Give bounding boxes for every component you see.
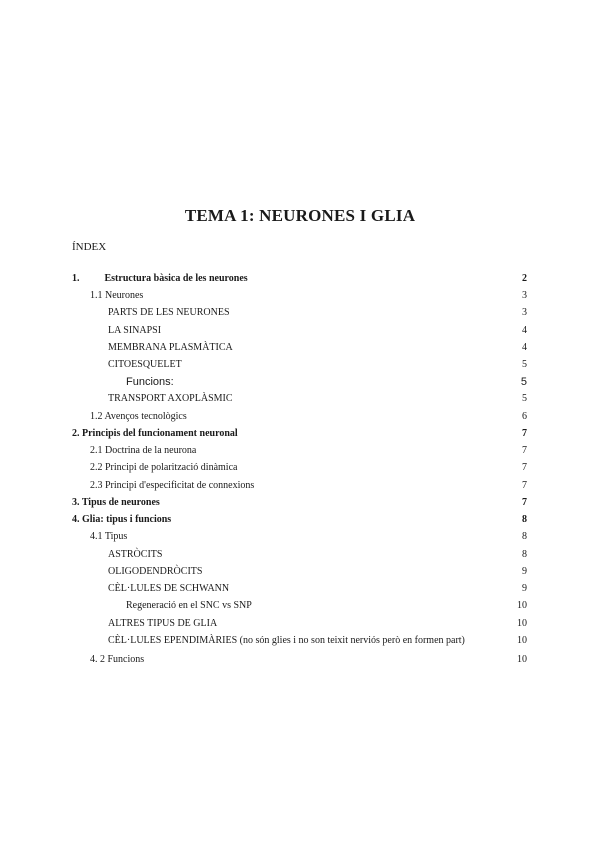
toc-entry-page: 8 bbox=[522, 514, 527, 525]
toc-entry-page: 9 bbox=[522, 566, 527, 577]
toc-entry[interactable] bbox=[0, 529, 600, 545]
toc-entry-label: PARTS DE LES NEURONES bbox=[108, 307, 230, 318]
toc-entry[interactable] bbox=[0, 652, 600, 668]
document-title: TEMA 1: NEURONES I GLIA bbox=[184, 206, 416, 225]
toc-entry-page: 10 bbox=[517, 600, 527, 611]
toc-entry-page: 5 bbox=[522, 393, 527, 404]
toc-entry-label: 2.2 Principi de polarització dinàmica bbox=[90, 462, 238, 473]
toc-entry-page: 2 bbox=[522, 273, 527, 284]
toc-entry-page: 3 bbox=[522, 307, 527, 318]
toc-entry-label: 2. Principis del funcionament neuronal bbox=[72, 428, 238, 439]
toc-entry[interactable] bbox=[0, 633, 600, 649]
toc-entry[interactable] bbox=[0, 409, 600, 425]
toc-entry-page: 6 bbox=[522, 411, 527, 422]
toc-entry-label: OLIGODENDRÒCITS bbox=[108, 566, 203, 577]
toc-entry-page: 4 bbox=[522, 342, 527, 353]
toc-entry[interactable] bbox=[0, 271, 600, 287]
toc-entry-label: 4.1 Tipus bbox=[90, 531, 128, 542]
toc-entry-page: 7 bbox=[522, 445, 527, 456]
toc-entry-label: 4. 2 Funcions bbox=[90, 654, 145, 665]
toc-entry-label: Funcions: bbox=[126, 376, 174, 388]
toc-entry[interactable] bbox=[0, 564, 600, 580]
toc-entry-label: 2.3 Principi d'especificitat de connexions bbox=[90, 480, 255, 491]
toc-entry-page: 10 bbox=[517, 635, 527, 646]
toc-entry[interactable] bbox=[0, 495, 600, 511]
toc-entry[interactable] bbox=[0, 288, 600, 304]
toc-entry[interactable] bbox=[0, 616, 600, 632]
toc-entry-page: 7 bbox=[522, 497, 527, 508]
toc-entry-label: Regeneració en el SNC vs SNP bbox=[126, 600, 252, 611]
toc-entry-label: 1.1 Neurones bbox=[90, 290, 144, 301]
toc-entry-page: 8 bbox=[522, 531, 527, 542]
toc-entry-page: 7 bbox=[522, 428, 527, 439]
toc-entry-page: 10 bbox=[517, 654, 527, 665]
toc-entry[interactable] bbox=[0, 323, 600, 339]
toc-entry-page: 7 bbox=[522, 480, 527, 491]
toc-entry-page: 4 bbox=[522, 325, 527, 336]
toc-entry-label: LA SINAPSI bbox=[108, 325, 162, 336]
toc-entry-label: MEMBRANA PLASMÀTICA bbox=[108, 342, 233, 353]
toc-entry[interactable] bbox=[0, 478, 600, 494]
toc-entry-label: 1.2 Avenços tecnològics bbox=[90, 411, 187, 422]
toc-entry-label: 2.1 Doctrina de la neurona bbox=[90, 445, 197, 456]
toc-entry[interactable] bbox=[0, 374, 600, 390]
toc-entry[interactable] bbox=[0, 598, 600, 614]
toc-entry-label: CÈL·LULES EPENDIMÀRIES (no són glies i no son teixit nerviós però en formen part) bbox=[108, 635, 465, 646]
toc-entry-label: 3. Tipus de neurones bbox=[72, 497, 160, 508]
toc-entry-page: 3 bbox=[522, 290, 527, 301]
toc-entry-label: CITOESQUELET bbox=[108, 359, 182, 370]
toc-entry-label: ALTRES TIPUS DE GLIA bbox=[108, 618, 218, 629]
toc-entry[interactable] bbox=[0, 305, 600, 321]
toc-entry-label: ASTRÒCITS bbox=[108, 549, 163, 560]
toc-entry[interactable] bbox=[0, 547, 600, 563]
toc-entry-page: 7 bbox=[522, 462, 527, 473]
index-heading: ÍNDEX bbox=[72, 241, 107, 253]
toc-entry[interactable] bbox=[0, 340, 600, 356]
toc-entry-number: 1. bbox=[72, 273, 80, 284]
toc-entry[interactable] bbox=[0, 581, 600, 597]
toc-entry-page: 9 bbox=[522, 583, 527, 594]
toc-entry[interactable] bbox=[0, 443, 600, 459]
toc-entry-label: 4. Glia: tipus i funcions bbox=[72, 514, 172, 525]
toc-entry-label: CÈL·LULES DE SCHWANN bbox=[108, 583, 230, 594]
toc-entry[interactable] bbox=[0, 512, 600, 528]
toc-entry-page: 5 bbox=[520, 376, 527, 388]
toc-entry[interactable] bbox=[0, 391, 600, 407]
toc-entry-label: Estructura bàsica de les neurones bbox=[104, 273, 248, 284]
toc-entry[interactable] bbox=[0, 357, 600, 373]
toc-entry[interactable] bbox=[0, 426, 600, 442]
toc-entry-page: 8 bbox=[522, 549, 527, 560]
toc-entry[interactable] bbox=[0, 460, 600, 476]
toc-entry-page: 10 bbox=[517, 618, 527, 629]
toc-entry-page: 5 bbox=[522, 359, 527, 370]
toc-entry-label: TRANSPORT AXOPLÀSMIC bbox=[108, 393, 233, 404]
